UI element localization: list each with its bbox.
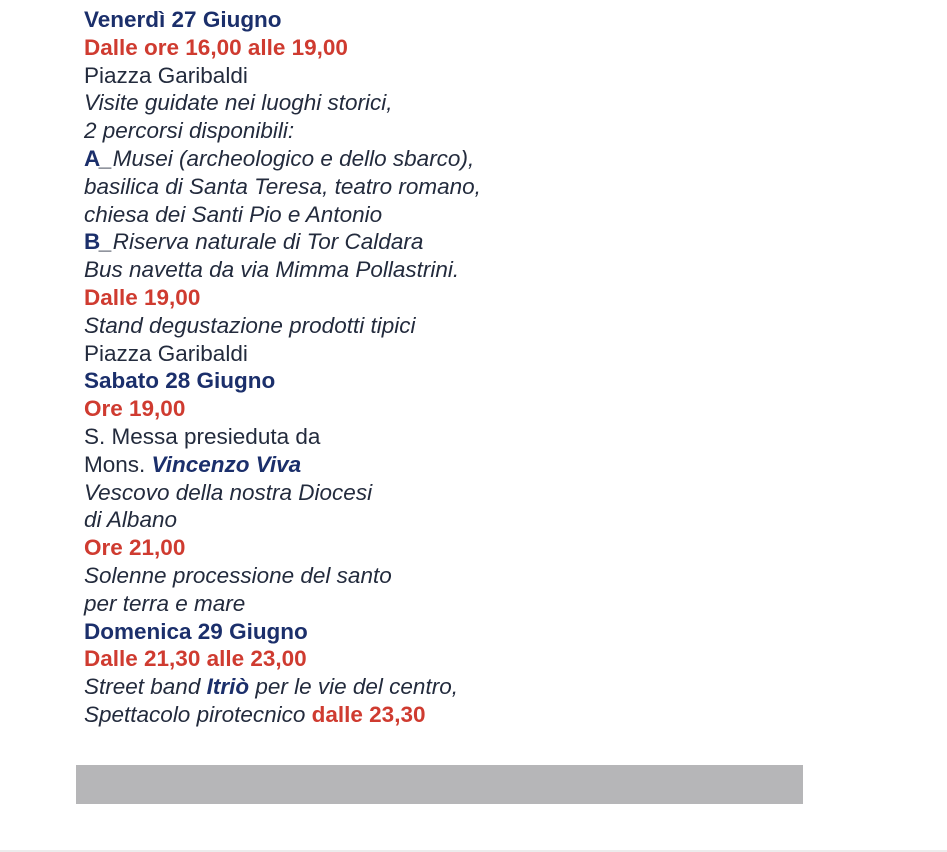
fireworks-line [84,701,844,729]
route-a-letter: A [84,145,101,171]
route-b-text: _Riserva naturale di Tor Caldara [100,229,424,255]
time-friday-afternoon: Dalle ore 16,00 alle 19,00 [84,34,348,60]
description-line: Stand degustazione prodotti tipici [84,312,416,338]
description-line: S. Messa presieduta da [84,423,321,449]
celebrant-prefix: Mons. [84,451,152,477]
description-line: Visite guidate nei luoghi storici, [84,90,393,116]
band-line [84,673,844,701]
location-line: Piazza Garibaldi [84,340,248,366]
route-b-letter: B [84,229,101,255]
route-a-line [84,145,844,173]
description-line: Solenne processione del santo [84,562,392,588]
band-name: Itriò [206,674,250,700]
day-heading-sunday: Domenica 29 Giugno [84,618,308,644]
time-saturday-mass: Ore 19,00 [84,396,186,422]
day-heading-friday: Venerdì 27 Giugno [84,7,282,32]
gray-banner-bar [76,765,803,804]
shuttle-line: Bus navetta da via Mimma Pollastrini. [84,257,460,283]
description-line: di Albano [84,507,177,533]
time-saturday-procession: Ore 21,00 [84,535,186,561]
band-prefix: Street band [84,674,207,700]
fireworks-prefix: Spettacolo pirotecnico [84,701,312,727]
fireworks-time: dalle 23,30 [311,701,426,727]
description-line: basilica di Santa Teresa, teatro romano, [84,173,481,199]
route-a-text: _Musei (archeologico e dello sbarco), [100,145,475,171]
description-line: per terra e mare [84,590,246,616]
description-line: chiesa dei Santi Pio e Antonio [84,201,383,227]
day-heading-saturday: Sabato 28 Giugno [84,368,276,394]
location-line: Piazza Garibaldi [84,62,248,88]
celebrant-name: Vincenzo Viva [151,451,302,477]
route-b-line [84,228,844,256]
description-line: 2 percorsi disponibili: [84,118,295,144]
celebrant-line [84,451,844,479]
time-sunday-band: Dalle 21,30 alle 23,00 [84,646,307,672]
time-friday-evening: Dalle 19,00 [84,284,201,310]
description-line: Vescovo della nostra Diocesi [84,479,373,505]
event-program [84,6,844,729]
band-suffix: per le vie del centro, [249,674,458,700]
